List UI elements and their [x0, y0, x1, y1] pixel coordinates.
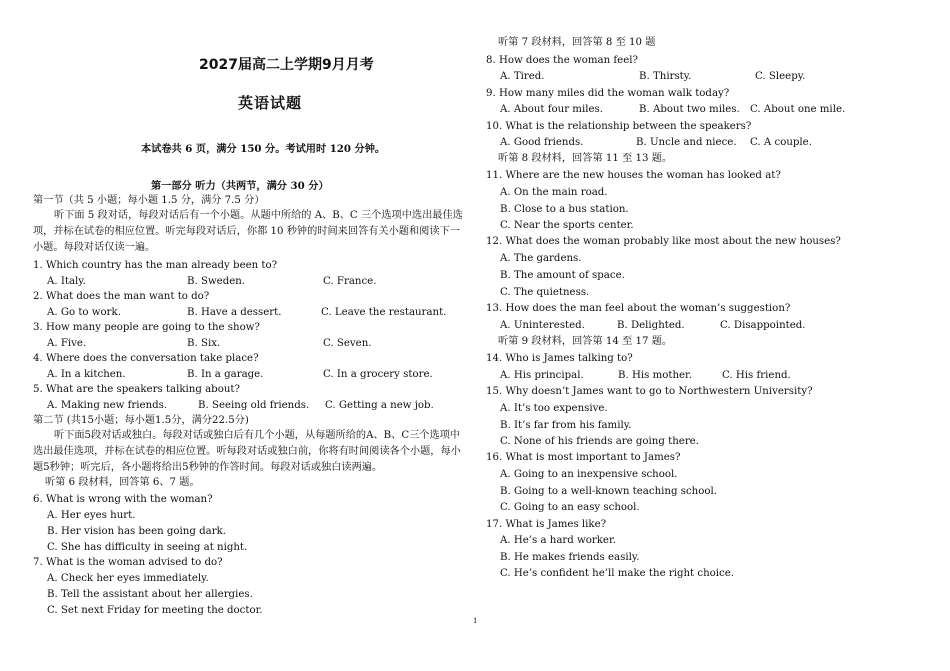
segment8-label: 听第 8 段材料，回答第 11 至 13 题。 — [498, 153, 673, 164]
question-2: 2. What does the man want to do? — [33, 291, 210, 302]
q5-option-a: A. Making new friends. — [47, 400, 168, 411]
q1-option-b: B. Sweden. — [187, 276, 246, 287]
exam-title: 2027届高二上学期9月月考 — [199, 57, 374, 73]
q2-option-b: B. Have a dessert. — [187, 307, 282, 318]
question-14: 14. Who is James talking to? — [486, 353, 633, 364]
q12-option-b: B. The amount of space. — [500, 270, 625, 281]
q12-option-c: C. The quietness. — [500, 287, 590, 298]
q17-option-c: C. He’s confident he’ll make the right choice. — [500, 568, 735, 579]
q4-option-a: A. In a kitchen. — [47, 369, 126, 380]
question-9: 9. How many miles did the woman walk today? — [486, 88, 730, 99]
q2-option-c: C. Leave the restaurant. — [321, 307, 447, 318]
segment7-label: 听第 7 段材料，回答第 8 至 10 题 — [498, 37, 656, 48]
q15-option-c: C. None of his friends are going there. — [500, 436, 699, 447]
q16-option-a: A. Going to an inexpensive school. — [500, 469, 678, 480]
question-3: 3. How many people are going to the show? — [33, 322, 260, 333]
q7-option-a: A. Check her eyes immediately. — [47, 573, 209, 584]
q10-option-b: B. Uncle and niece. — [636, 137, 737, 148]
exam-notice: 本试卷共 6 页，满分 150 分。考试用时 120 分钟。 — [141, 143, 386, 155]
q16-option-b: B. Going to a well-known teaching school. — [500, 486, 717, 497]
question-13: 13. How does the man feel about the woman’s suggestion? — [486, 303, 791, 314]
question-10: 10. What is the relationship between the speakers? — [486, 121, 752, 132]
q5-option-b: B. Seeing old friends. — [198, 400, 310, 411]
q3-option-c: C. Seven. — [323, 338, 372, 349]
q5-option-c: C. Getting a new job. — [325, 400, 434, 411]
question-15: 15. Why doesn’t James want to go to Northwestern University? — [486, 386, 813, 397]
q10-option-a: A. Good friends. — [500, 137, 584, 148]
section2-label: 第二节 (共15小题；每小题1.5分，满分22.5分) — [33, 415, 249, 426]
q6-option-a: A. Her eyes hurt. — [47, 510, 136, 521]
q1-option-c: C. France. — [323, 276, 377, 287]
q9-option-c: C. About one mile. — [750, 104, 846, 115]
q7-option-b: B. Tell the assistant about her allergies. — [47, 589, 253, 600]
q11-option-a: A. On the main road. — [500, 187, 608, 198]
q8-option-a: A. Tired. — [500, 71, 545, 82]
question-4: 4. Where does the conversation take place? — [33, 353, 259, 364]
section1-label: 第一节（共 5 小题；每小题 1.5 分，满分 7.5 分） — [33, 195, 265, 206]
q11-option-c: C. Near the sports center. — [500, 220, 634, 231]
q4-option-c: C. In a grocery store. — [323, 369, 433, 380]
question-1: 1. Which country has the man already been to? — [33, 260, 278, 271]
q15-option-a: A. It’s too expensive. — [500, 403, 608, 414]
page-number: 1 — [473, 617, 478, 625]
q1-option-a: A. Italy. — [47, 276, 86, 287]
question-6: 6. What is wrong with the woman? — [33, 494, 213, 505]
q10-option-c: C. A couple. — [750, 137, 812, 148]
q12-option-a: A. The gardens. — [500, 253, 582, 264]
q9-option-b: B. About two miles. — [639, 104, 740, 115]
q2-option-a: A. Go to work. — [47, 307, 121, 318]
section2-instructions: 听下面5段对话或独白。每段对话或独白后有几个小题，从每题所给的A、B、C三个选项中选出最佳选项，并标在试卷的相应位置。听每段对话或独白前，你将有时间阅读各个小题，每小题5秒钟；听完后，各小题将给出5秒钟的作答时间。每段对话或独白读两遍。 — [33, 430, 461, 473]
q4-option-b: B. In a garage. — [187, 369, 264, 380]
part1-heading: 第一部分 听力（共两节，满分 30 分） — [151, 180, 329, 192]
exam-subject: 英语试题 — [238, 94, 303, 112]
question-16: 16. What is most important to James? — [486, 452, 681, 463]
q8-option-c: C. Sleepy. — [755, 71, 806, 82]
q3-option-a: A. Five. — [47, 338, 87, 349]
q17-option-a: A. He’s a hard worker. — [500, 535, 616, 546]
q13-option-a: A. Uninterested. — [500, 320, 585, 331]
question-5: 5. What are the speakers talking about? — [33, 384, 240, 395]
question-11: 11. Where are the new houses the woman has looked at? — [486, 170, 781, 181]
q17-option-b: B. He makes friends easily. — [500, 552, 640, 563]
q13-option-c: C. Disappointed. — [720, 320, 806, 331]
segment6-label: 听第 6 段材料，回答第 6、7 题。 — [45, 477, 200, 488]
q9-option-a: A. About four miles. — [500, 104, 603, 115]
q14-option-b: B. His mother. — [618, 370, 693, 381]
segment9-label: 听第 9 段材料，回答第 14 至 17 题。 — [498, 336, 673, 347]
q7-option-c: C. Set next Friday for meeting the doctor. — [47, 605, 263, 616]
q15-option-b: B. It’s far from his family. — [500, 420, 632, 431]
q6-option-b: B. Her vision has been going dark. — [47, 526, 227, 537]
q14-option-a: A. His principal. — [500, 370, 584, 381]
question-12: 12. What does the woman probably like most about the new houses? — [486, 236, 841, 247]
q8-option-b: B. Thirsty. — [639, 71, 692, 82]
question-7: 7. What is the woman advised to do? — [33, 557, 223, 568]
q11-option-b: B. Close to a bus station. — [500, 204, 629, 215]
q14-option-c: C. His friend. — [722, 370, 791, 381]
section1-instructions: 听下面 5 段对话，每段对话后有一个小题。从题中所给的 A、B、C 三个选项中选出最佳选项，并标在试卷的相应位置。听完每段对话后，你都 10 秒钟的时间来回答有关小题和阅读下一小题。每段对话仅读一遍。 — [33, 210, 463, 253]
q16-option-c: C. Going to an easy school. — [500, 502, 640, 513]
q13-option-b: B. Delighted. — [617, 320, 685, 331]
q3-option-b: B. Six. — [187, 338, 221, 349]
question-8: 8. How does the woman feel? — [486, 55, 638, 66]
q6-option-c: C. She has difficulty in seeing at night. — [47, 542, 248, 553]
question-17: 17. What is James like? — [486, 519, 607, 530]
